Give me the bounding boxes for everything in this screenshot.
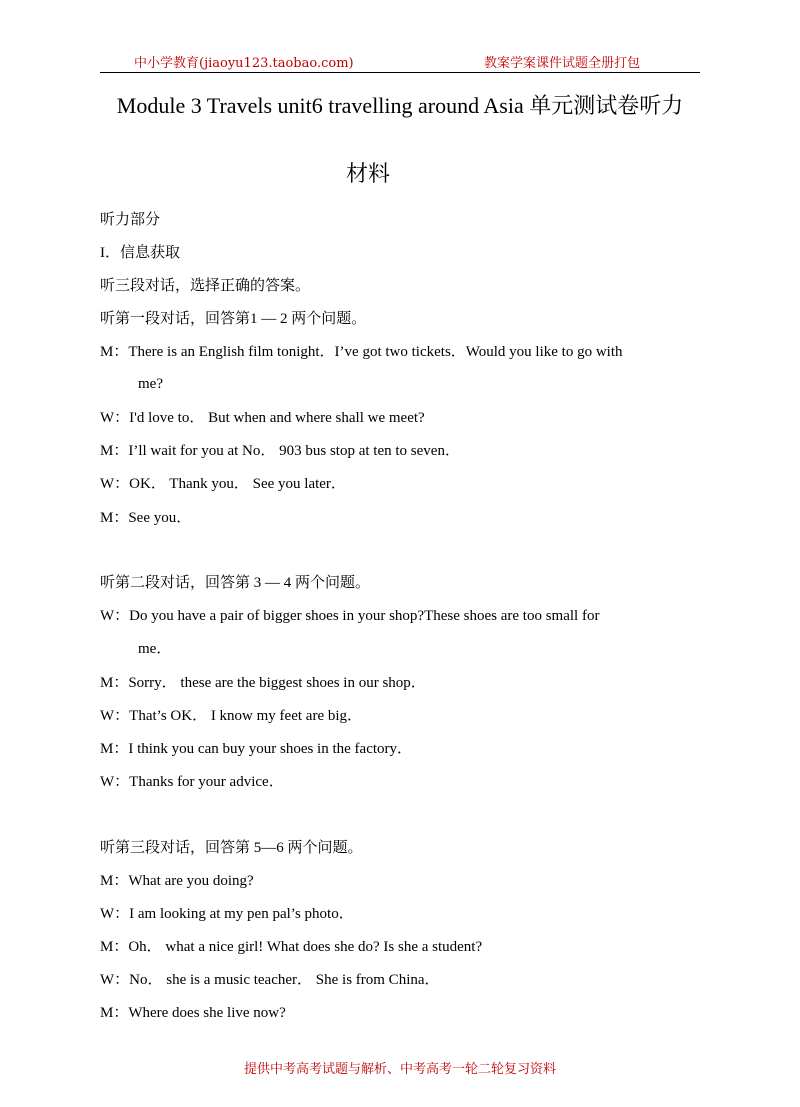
dialogue2-line: M：I think you can buy your shoes in the factory． (100, 741, 413, 757)
header-right-text: 教案学案课件试题全册打包 (484, 56, 641, 71)
dialogue1-line: M：There is an English film tonight．I’ve got two tickets．Would you like to go with (100, 344, 623, 360)
dialogue2-line: W：Do you have a pair of bigger shoes in your shop?These shoes are too small for (100, 608, 600, 624)
header-left-text: 中小学教育(jiaoyu123.taobao.com) (134, 56, 354, 71)
dialogue1-line: W：OK． Thank you． See you later． (100, 476, 346, 492)
page-header (100, 50, 700, 73)
dialogue3-line: M：What are you doing? (100, 873, 254, 889)
dialogue1-line: M：I’ll wait for you at No． 903 bus stop at ten to seven． (100, 443, 460, 459)
dialogue2-heading: 听第二段对话，回答第 3 — 4 两个问题。 (100, 575, 371, 591)
dialogue2-line: W：That’s OK． I know my feet are big． (100, 708, 363, 724)
section-instruction: 听三段对话，选择正确的答案。 (100, 278, 311, 294)
dialogue1-line: W：I'd love to． But when and where shall we meet? (100, 410, 425, 426)
section-part: I．信息获取 (100, 245, 180, 261)
dialogue3-line: W：No． she is a music teacher． She is from China． (100, 972, 440, 988)
page-footer: 提供中考高考试题与解析、中考高考一轮二轮复习资料 (243, 1062, 556, 1077)
dialogue1-line: M：See you． (100, 510, 192, 526)
dialogue3-line: M：Oh． what a nice girl! What does she do? Is she a student? (100, 939, 483, 955)
dialogue1-line-continued: me? (138, 376, 163, 392)
dialogue1-heading: 听第一段对话，回答第1 — 2 两个问题。 (100, 311, 367, 327)
document-title-line1: Module 3 Travels unit6 travelling around Asia 单元测试卷听力 (116, 93, 684, 118)
dialogue3-line: M：Where does she live now? (100, 1005, 286, 1021)
dialogue2-line-continued: me． (138, 641, 172, 657)
dialogue2-line: W：Thanks for your advice． (100, 774, 284, 790)
dialogue3-line: W：I am looking at my pen pal’s photo． (100, 906, 354, 922)
dialogue2-line: M：Sorry． these are the biggest shoes in our shop． (100, 675, 426, 691)
document-title-line2: 材料 (345, 161, 390, 186)
section-name: 听力部分 (100, 212, 161, 228)
dialogue3-heading: 听第三段对话，回答第 5—6 两个问题。 (100, 840, 363, 856)
